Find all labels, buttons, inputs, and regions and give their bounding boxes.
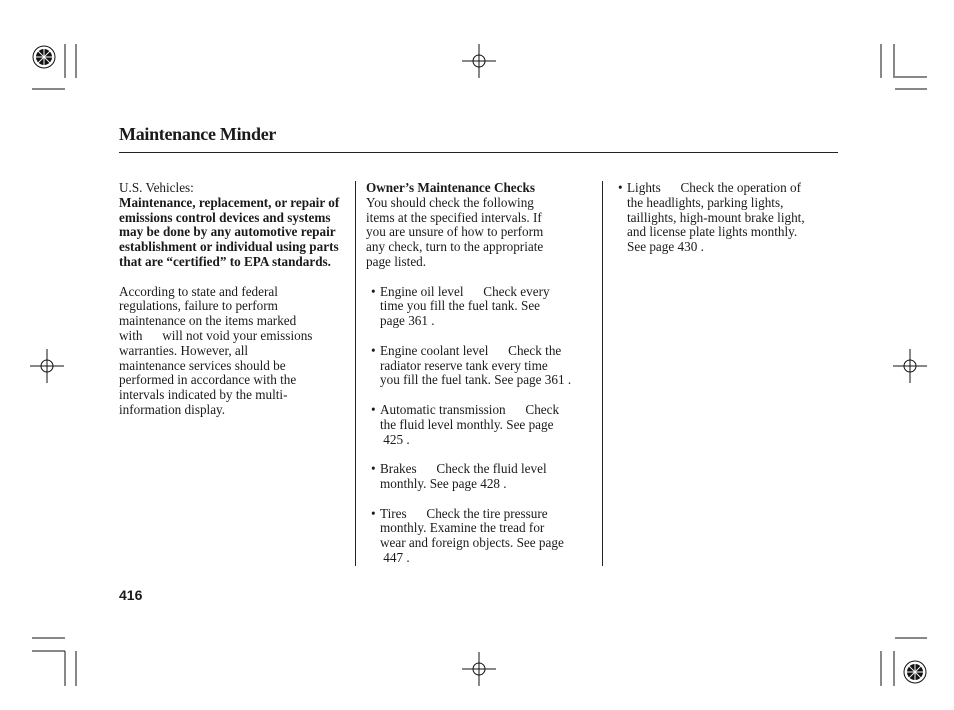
- lights-line-4: and license plate lights monthly.: [627, 224, 798, 240]
- bullet-icon: •: [371, 505, 376, 521]
- warranty-line-6: maintenance services should be: [119, 357, 286, 373]
- page-number: 416: [119, 587, 143, 603]
- column-1: [119, 181, 349, 418]
- column-divider-2: [602, 181, 603, 566]
- warranty-line-4: with will not void your emissions: [119, 327, 313, 343]
- list-item: [369, 403, 598, 447]
- us-vehicles-label: U.S. Vehicles:: [119, 180, 194, 195]
- bullet-icon: •: [618, 180, 623, 195]
- coolant-line-2: radiator reserve tank every time: [380, 357, 548, 373]
- list-item: [369, 344, 598, 388]
- lights-line-5: See page 430 .: [627, 239, 704, 255]
- list-item: [369, 507, 598, 566]
- warranty-line-7: performed in accordance with the: [119, 372, 297, 388]
- coolant-line-1: Engine coolant level Check the: [380, 342, 562, 358]
- warranty-line-8: intervals indicated by the multi-: [119, 387, 288, 403]
- warranty-line-3: maintenance on the items marked: [119, 313, 297, 329]
- list-item: [369, 462, 598, 492]
- list-item: [369, 285, 598, 329]
- bullet-icon: •: [371, 342, 376, 358]
- warranty-line-2: regulations, failure to perform: [119, 298, 278, 314]
- intro-line-2: items at the specified intervals. If: [366, 209, 542, 225]
- oil-line-3: page 361 .: [380, 313, 435, 329]
- brakes-line-2: monthly. See page 428 .: [380, 475, 507, 491]
- page-title: Maintenance Minder: [119, 124, 277, 144]
- column-2: [366, 181, 598, 566]
- brakes-line-1: Brakes Check the fluid level: [380, 461, 547, 477]
- warranty-line-5: warranties. However, all: [119, 342, 249, 358]
- bullet-icon: •: [371, 401, 376, 417]
- title-divider: [119, 152, 838, 153]
- emissions-notice: Maintenance, replacement, or repair of emissions control devices and systems may be done by any automotive repair establishment or individual using parts that are “certified” to EPA standards.: [119, 194, 340, 269]
- warranty-line-1: According to state and federal: [119, 283, 278, 299]
- lights-line-3: taillights, high-mount brake light,: [627, 209, 805, 225]
- column-3: [613, 181, 843, 255]
- bullet-icon: •: [371, 283, 376, 299]
- owners-checks-heading: Owner’s Maintenance Checks: [366, 180, 535, 195]
- bullet-icon: •: [371, 461, 376, 477]
- column-divider-1: [355, 181, 356, 566]
- warranty-line-9: information display.: [119, 401, 226, 417]
- coolant-line-3: you fill the fuel tank. See page 361 .: [380, 372, 572, 388]
- transmission-line-3: 425 .: [380, 431, 410, 447]
- lights-line-2: the headlights, parking lights,: [627, 194, 784, 210]
- oil-line-1: Engine oil level Check every: [380, 283, 550, 299]
- intro-line-3: you are unsure of how to perform: [366, 224, 544, 240]
- list-item: [616, 181, 843, 255]
- oil-line-2: time you fill the fuel tank. See: [380, 298, 541, 314]
- intro-line-4: any check, turn to the appropriate: [366, 239, 544, 255]
- intro-line-1: You should check the following: [366, 194, 534, 210]
- tires-line-2: monthly. Examine the tread for: [380, 520, 545, 536]
- intro-line-5: page listed.: [366, 253, 427, 269]
- tires-line-1: Tires Check the tire pressure: [380, 505, 548, 521]
- transmission-line-1: Automatic transmission Check: [380, 401, 560, 417]
- lights-line-1: Lights Check the operation of: [627, 180, 801, 195]
- tires-line-4: 447 .: [380, 549, 410, 565]
- tires-line-3: wear and foreign objects. See page: [380, 535, 564, 551]
- transmission-line-2: the fluid level monthly. See page: [380, 416, 554, 432]
